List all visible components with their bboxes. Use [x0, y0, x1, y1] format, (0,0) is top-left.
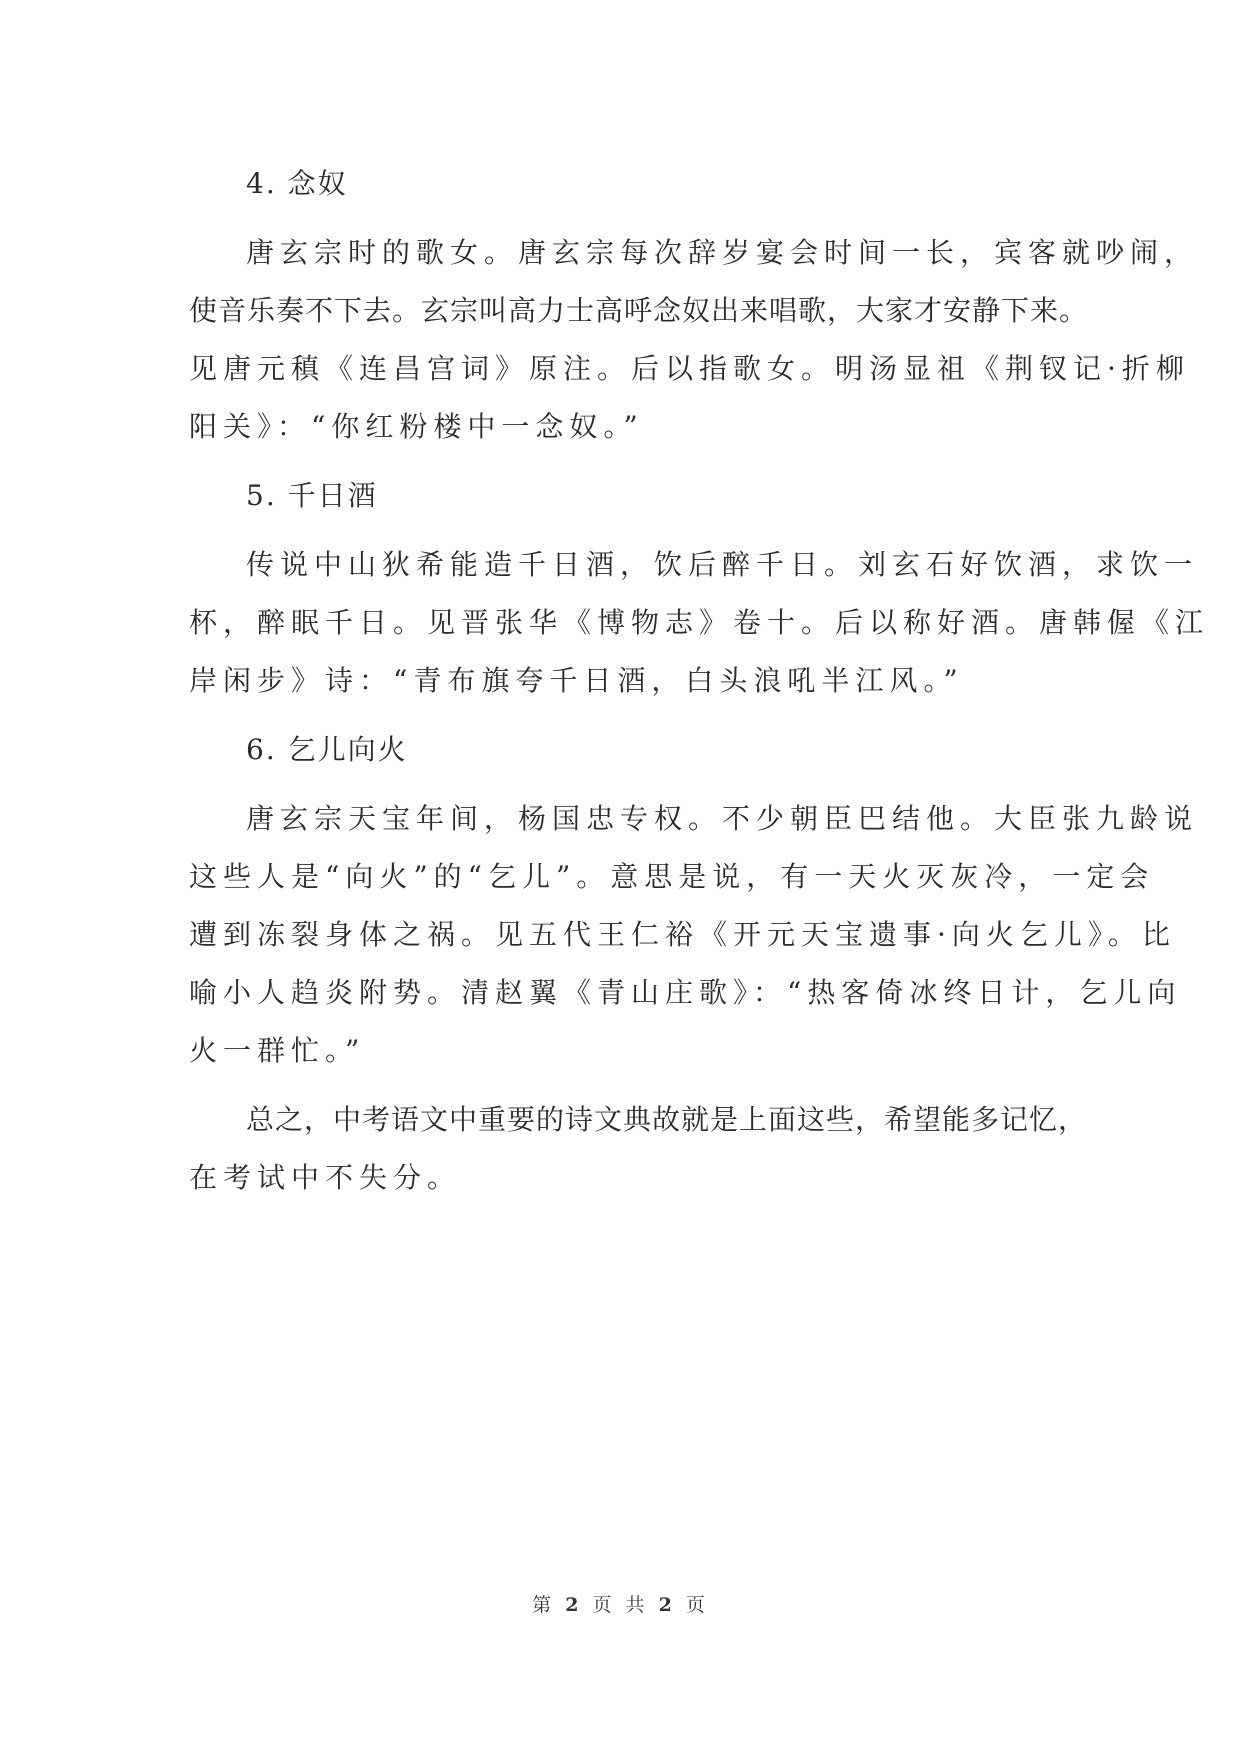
paragraph-line: 见唐元稹《连昌宫词》原注。后以指歌女。明汤显祖《荆钗记·折柳 [189, 352, 1190, 385]
paragraph-line: 总之，中考语文中重要的诗文典故就是上面这些，希望能多记忆， [246, 1103, 1088, 1136]
paragraph-line: 喻小人趋炎附势。清赵翼《青山庄歌》：“热客倚冰终日计，乞儿向 [189, 976, 1182, 1009]
section-paragraph-4 [189, 224, 1199, 456]
paragraph-line: 唐玄宗时的歌女。唐玄宗每次辞岁宴会时间一长，宾客就吵闹， [246, 236, 1199, 269]
section-heading-4: 4. 念奴 [246, 167, 348, 200]
document-body [189, 155, 1210, 1218]
paragraph-line: 在考试中不失分。 [189, 1161, 462, 1194]
section-heading-5: 5. 千日酒 [246, 479, 378, 512]
paragraph-line: 岸闲步》诗：“青布旗夸千日酒，白头浪吼半江风。” [189, 664, 964, 697]
paragraph-line: 这些人是“向火”的“乞儿”。意思是说，有一天火灭灰冷，一定会 [189, 860, 1155, 893]
total-page-number: 2 [658, 1594, 676, 1616]
paragraph-line: 唐玄宗天宝年间，杨国忠专权。不少朝臣巴结他。大臣张九龄说 [246, 802, 1199, 835]
section-heading-6: 6. 乞儿向火 [246, 733, 408, 766]
current-page-number: 2 [565, 1594, 583, 1616]
paragraph-line: 杯，醉眠千日。见晋张华《博物志》卷十。后以称好酒。唐韩偓《江 [189, 606, 1210, 639]
paragraph-line: 火一群忙。” [189, 1034, 366, 1067]
page-footer [0, 1590, 1241, 1617]
paragraph-line: 遭到冻裂身体之祸。见五代王仁裕《开元天宝遗事·向火乞儿》。比 [189, 918, 1176, 951]
footer-suffix: 页 [685, 1594, 709, 1616]
footer-middle: 页 共 [592, 1594, 649, 1616]
conclusion-paragraph [189, 1091, 1088, 1207]
section-paragraph-6 [189, 790, 1199, 1080]
paragraph-line: 使音乐奏不下去。玄宗叫高力士高呼念奴出来唱歌，大家才安静下来。 [189, 294, 1089, 327]
paragraph-line: 阳关》：“你红粉楼中一念奴。” [189, 410, 644, 443]
footer-prefix: 第 [532, 1594, 556, 1616]
paragraph-line: 传说中山狄希能造千日酒，饮后醉千日。刘玄石好饮酒，求饮一 [246, 548, 1199, 581]
section-paragraph-5 [189, 536, 1210, 710]
